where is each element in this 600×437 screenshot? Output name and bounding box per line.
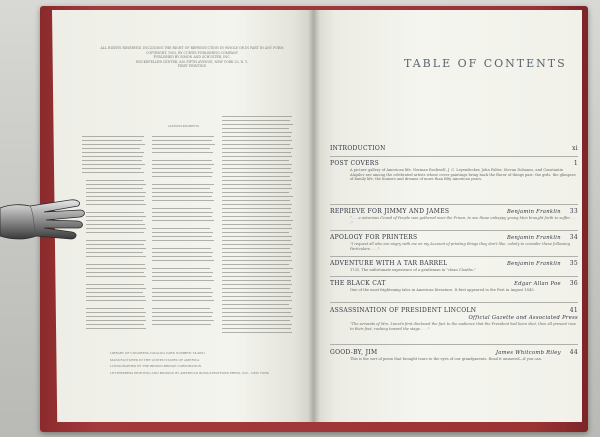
toc-divider bbox=[330, 302, 578, 303]
entry-title: GOOD-BY, JIM bbox=[330, 349, 378, 356]
lccn-line: LIBRARY OF CONGRESS CATALOG CARD NUMBER: 54-6691 bbox=[110, 351, 206, 355]
toc-divider bbox=[330, 156, 578, 157]
entry-author: Benjamin Franklin bbox=[506, 209, 561, 215]
toc-divider bbox=[330, 204, 578, 205]
toc-entry-introduction bbox=[330, 145, 578, 152]
copyright-block bbox=[92, 46, 292, 69]
address-line: ROCKEFELLER CENTER, 630 FIFTH AVENUE, NEW YORK 20, N. Y. bbox=[136, 59, 248, 64]
entry-author: Benjamin Franklin bbox=[506, 261, 561, 267]
entry-author: James Whitcomb Riley bbox=[495, 350, 561, 356]
entry-title: POST COVERS bbox=[330, 160, 380, 167]
printing-line: FIRST PRINTING bbox=[177, 64, 207, 69]
rights-notice: ALL RIGHTS RESERVED, INCLUDING THE RIGHT OF REPRODUCTION IN WHOLE OR IN PART IN ANY FORM bbox=[100, 46, 284, 50]
entry-description: 1731. The unfortunate experience of a gentleman in "clean Cloaths." bbox=[350, 268, 476, 272]
toc-entry-post-covers bbox=[330, 160, 578, 182]
entry-description: A picture gallery of American life. Norman Rockwell, J. C. Leyendecker, John Falter, Stevan Dohanos, and Constantin Alajalov are among the celebrated artists whose cover paintings bring back the flavor of things past: the girls, the glimpses of family life, the humors and dreams of more than fifty American years. bbox=[350, 168, 576, 182]
lithography-line: LITHOGRAPHED BY THE BROWN-BRIDGE CORPORATION bbox=[110, 364, 202, 368]
toc-entry-reprieve bbox=[330, 208, 578, 225]
toc-divider bbox=[330, 344, 578, 345]
toc-entry-tar-barrel bbox=[330, 260, 578, 273]
imprint-block bbox=[110, 350, 310, 376]
toc-entry-good-by-jim bbox=[330, 349, 578, 362]
entry-description: "The servants of Mrs. Lincoln first disclosed the fact to the audience that the President had been shot, then all present rose to their feet, rushing toward the stage. . . ." bbox=[350, 322, 576, 331]
toc-entry-lincoln bbox=[330, 307, 578, 331]
toc-title: TABLE OF CONTENTS bbox=[404, 57, 567, 70]
manufactured-line: MANUFACTURED IN THE UNITED STATES OF AMERICA bbox=[110, 357, 200, 362]
entry-page: 44 bbox=[569, 349, 578, 356]
toc-divider bbox=[330, 276, 578, 277]
toc-divider bbox=[330, 256, 578, 257]
copyright-line: COPYRIGHT, 1953, BY CURTIS PUBLISHING COMPANY bbox=[146, 50, 238, 55]
publisher-line: PUBLISHED BY SIMON AND SCHUSTER, INC. bbox=[153, 55, 231, 60]
entry-page: 41 bbox=[569, 307, 578, 314]
entry-author: Benjamin Franklin bbox=[506, 235, 561, 241]
entry-description: One of the most frightening tales in American literature. It first appeared in the Post in August 1843. bbox=[350, 288, 535, 292]
entry-title: ASSASSINATION OF PRESIDENT LINCOLN bbox=[330, 307, 477, 314]
entry-title: ADVENTURE WITH A TAR BARREL bbox=[330, 260, 448, 267]
entry-page: 36 bbox=[569, 280, 578, 287]
entry-title: REPRIEVE FOR JIMMY AND JAMES bbox=[330, 208, 450, 215]
entry-description: "I request all who are angry with me on my Account of printing things they don't like, calmly to consider these following Particulars. . . ." bbox=[350, 242, 570, 251]
entry-page: 1 bbox=[573, 160, 578, 167]
entry-description: ". . . a notorious Crowd of People was gathered near the Prison, to see these unhappy young Men brought forth to suffer. . . ." bbox=[350, 216, 576, 225]
metal-hand-page-holder bbox=[0, 190, 86, 250]
entry-page: 33 bbox=[569, 208, 578, 215]
entry-title: THE BLACK CAT bbox=[330, 280, 386, 287]
entry-page: 34 bbox=[569, 234, 578, 241]
toc-divider bbox=[330, 230, 578, 231]
entry-description: This is the sort of poem that brought tears to the eyes of our grandparents. Read it unmoved—if you can. bbox=[350, 357, 542, 361]
entry-author: Official Gazette and Associated Press bbox=[468, 315, 578, 321]
printing-binding-line: LETTERPRESS PRINTING AND BINDING BY AMERICAN BOOK-STRATFORD PRESS, INC., NEW YORK bbox=[110, 370, 269, 375]
toc-entry-apology bbox=[330, 234, 578, 251]
entry-title: APOLOGY FOR PRINTERS bbox=[330, 234, 418, 241]
entry-page: xi bbox=[572, 145, 578, 152]
toc-entry-black-cat bbox=[330, 280, 578, 293]
entry-page: 35 bbox=[569, 260, 578, 267]
acknowledgments-heading: ACKNOWLEDGMENTS bbox=[168, 125, 199, 128]
entry-author: Edgar Allan Poe bbox=[514, 281, 561, 287]
entry-title: INTRODUCTION bbox=[330, 145, 386, 152]
